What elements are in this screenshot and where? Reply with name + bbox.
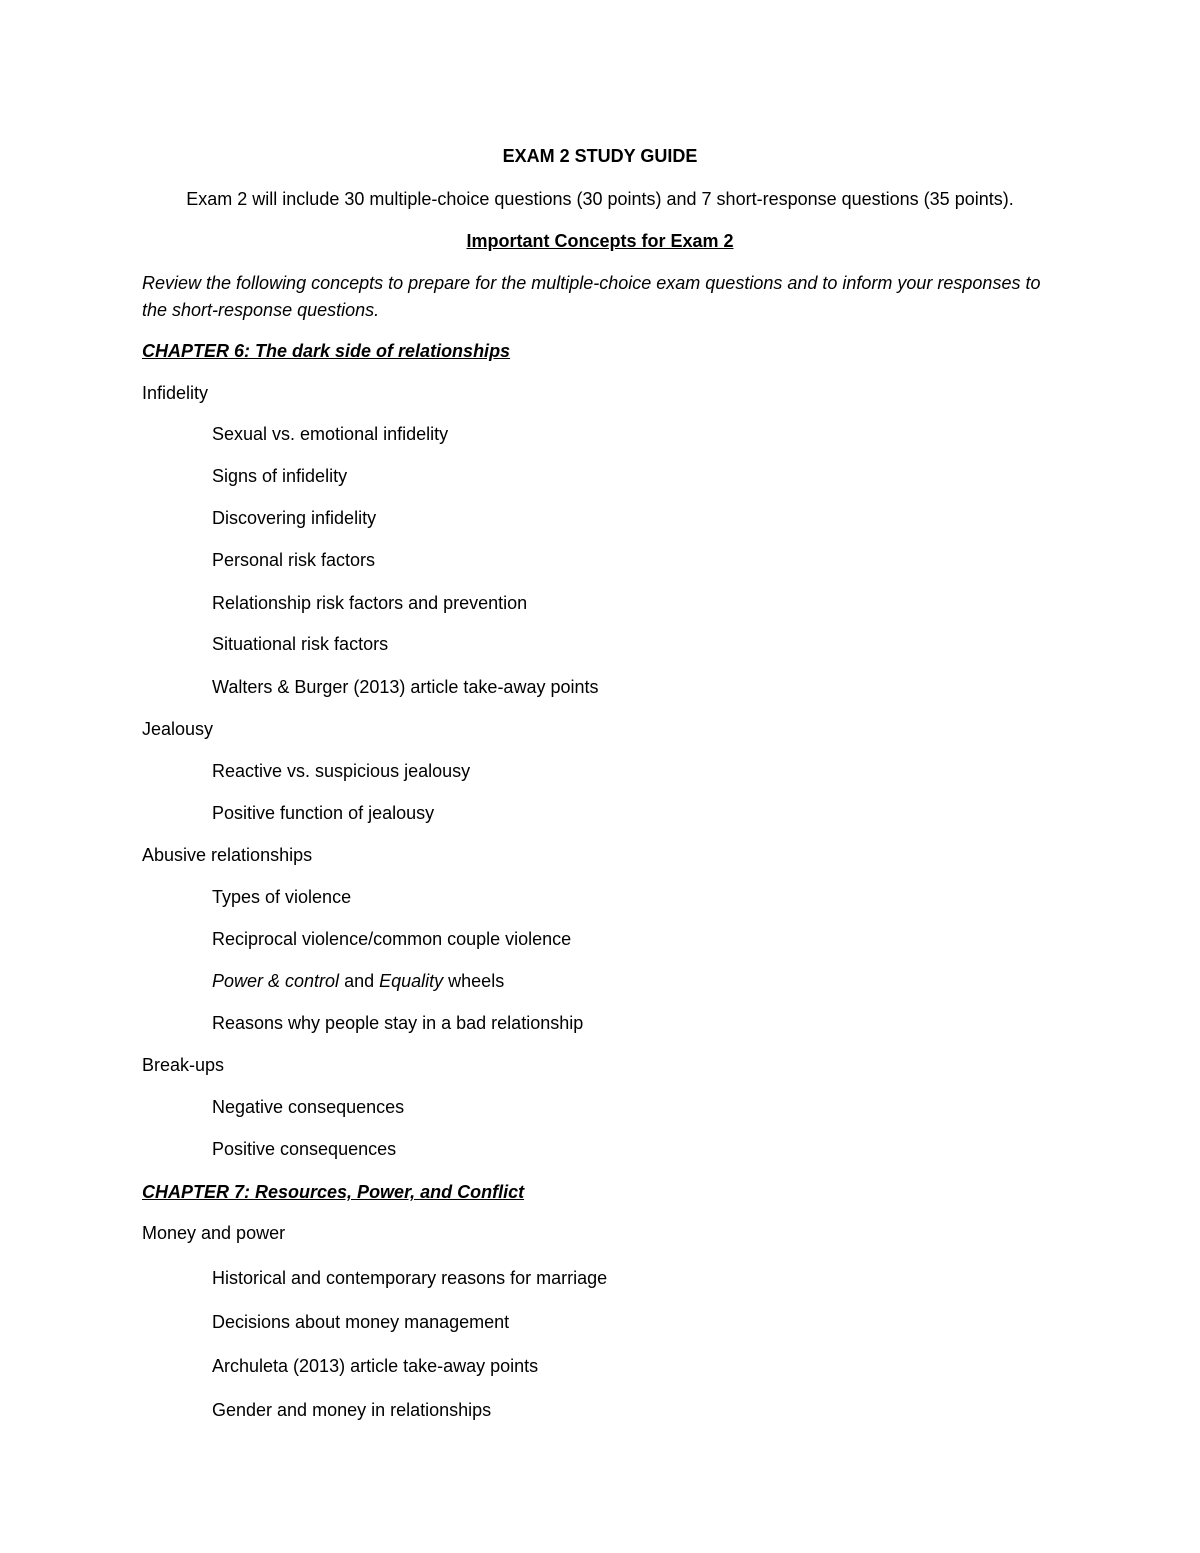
subtopic-item: Walters & Burger (2013) article take-away points xyxy=(212,677,599,697)
topic-abusive-relationships: Abusive relationships xyxy=(142,845,313,865)
concepts-heading: Important Concepts for Exam 2 xyxy=(466,231,734,251)
wheels-connector: and xyxy=(339,971,380,991)
exam-intro: Exam 2 will include 30 multiple-choice questions (30 points) and 7 short-response questions (35 points). xyxy=(186,189,1014,209)
subtopic-item: Decisions about money management xyxy=(212,1312,510,1332)
subtopic-item: Relationship risk factors and prevention xyxy=(212,593,528,613)
subtopic-item: Positive consequences xyxy=(212,1139,397,1159)
subtopic-item: Types of violence xyxy=(212,887,352,907)
wheels-suffix: wheels xyxy=(443,971,505,991)
subtopic-item: Signs of infidelity xyxy=(212,466,348,486)
topic-break-ups: Break-ups xyxy=(142,1055,225,1075)
subtopic-item: Reasons why people stay in a bad relationship xyxy=(212,1013,584,1033)
power-control-term: Power & control xyxy=(212,971,340,991)
document-title: EXAM 2 STUDY GUIDE xyxy=(502,146,698,166)
topic-infidelity: Infidelity xyxy=(142,383,209,403)
subtopic-item: Gender and money in relationships xyxy=(212,1400,492,1420)
review-instructions: Review the following concepts to prepare for the multiple-choice exam questions and to inform your responses to the short-response questions. xyxy=(142,273,1041,320)
subtopic-item: Discovering infidelity xyxy=(212,508,377,528)
subtopic-item: Reactive vs. suspicious jealousy xyxy=(212,761,471,781)
subtopic-item-wheels xyxy=(212,969,504,993)
subtopic-item: Sexual vs. emotional infidelity xyxy=(212,424,449,444)
subtopic-item: Personal risk factors xyxy=(212,550,376,570)
chapter-7-heading: CHAPTER 7: Resources, Power, and Conflict xyxy=(142,1182,525,1202)
equality-term: Equality xyxy=(379,971,444,991)
chapter-6-heading: CHAPTER 6: The dark side of relationships xyxy=(142,341,511,361)
subtopic-item: Historical and contemporary reasons for marriage xyxy=(212,1268,608,1288)
topic-money-and-power: Money and power xyxy=(142,1223,286,1243)
subtopic-item: Archuleta (2013) article take-away points xyxy=(212,1356,539,1376)
subtopic-item: Negative consequences xyxy=(212,1097,405,1117)
subtopic-item: Positive function of jealousy xyxy=(212,803,435,823)
topic-jealousy: Jealousy xyxy=(142,719,214,739)
subtopic-item: Situational risk factors xyxy=(212,634,389,654)
subtopic-item: Reciprocal violence/common couple violence xyxy=(212,929,572,949)
